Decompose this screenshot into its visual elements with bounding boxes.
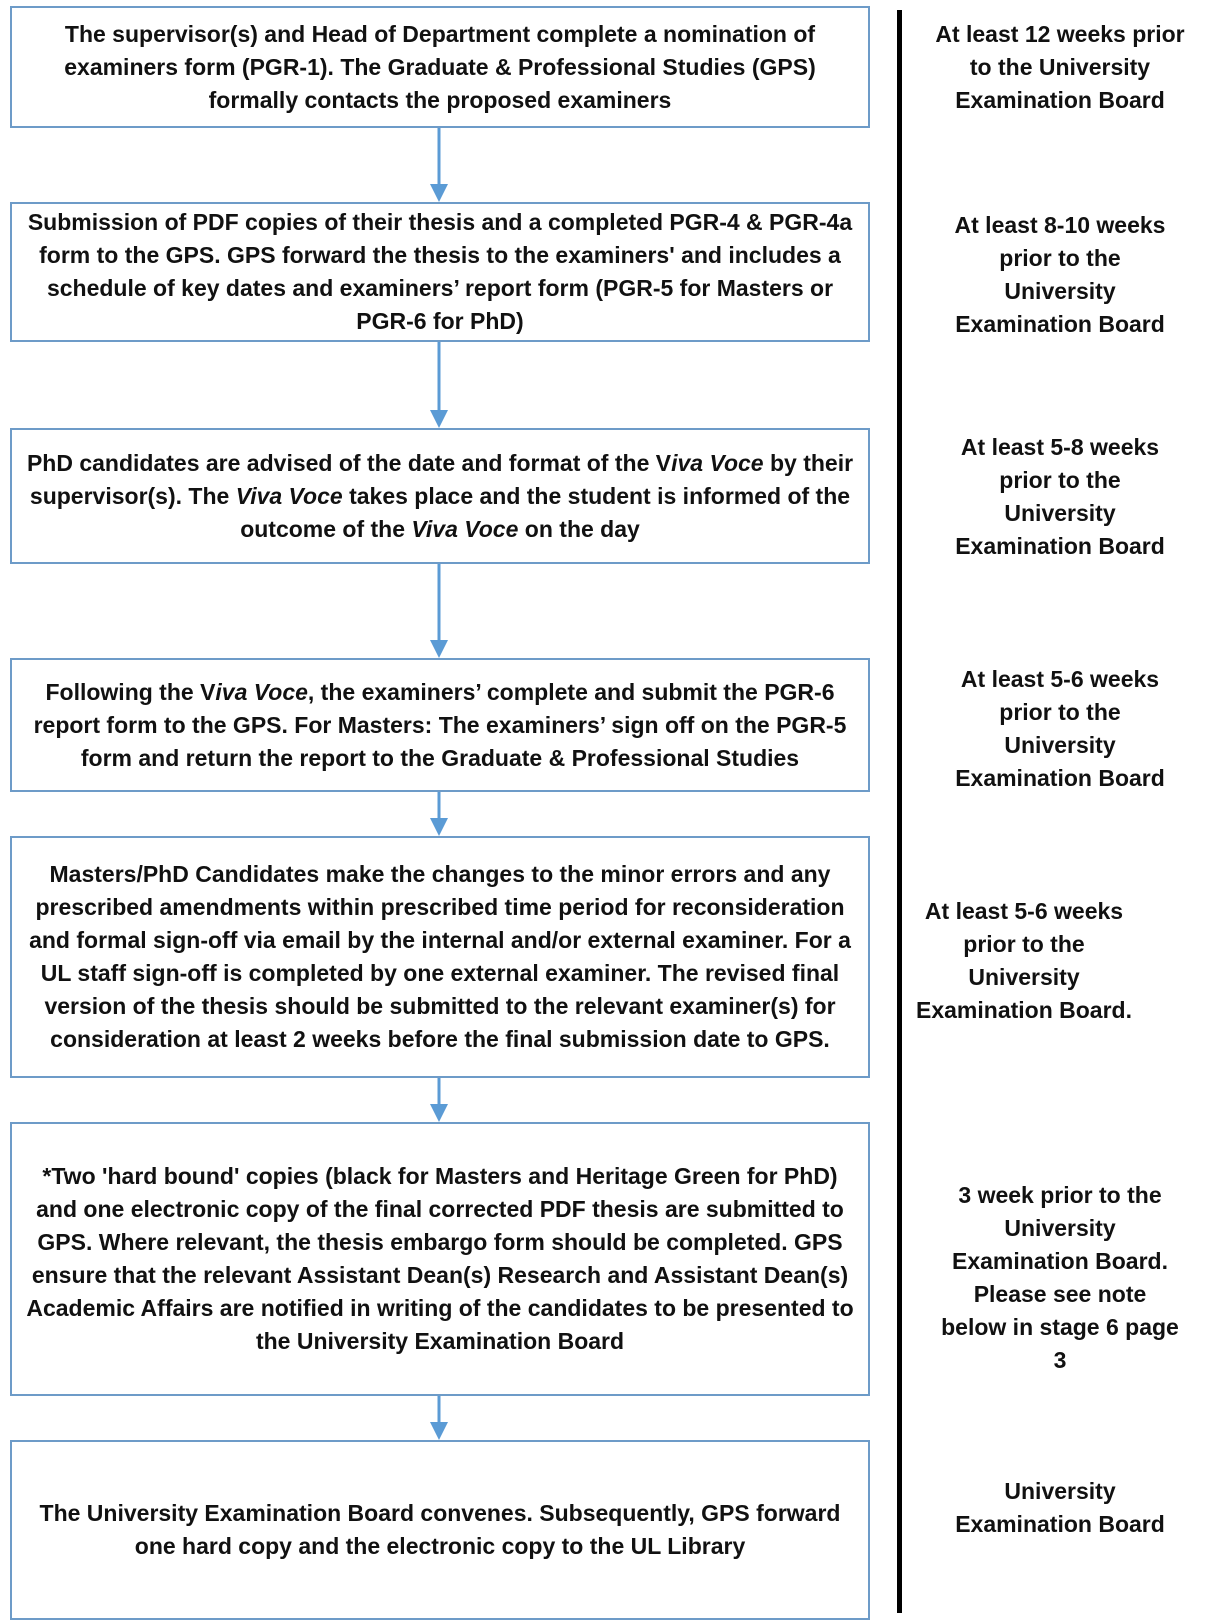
timing-line: At least 8-10 weeks (954, 212, 1166, 238)
timing-line: Please see note (973, 1281, 1147, 1307)
timing-line: prior to the (999, 467, 1121, 493)
arrow-step-5-to-6 (426, 1078, 452, 1122)
arrow-step-3-to-4 (426, 564, 452, 658)
timing-line: to the University (969, 54, 1151, 80)
timing-line: At least 5-8 weeks (960, 434, 1160, 460)
timing-line: prior to the (963, 931, 1085, 957)
timing-6 (922, 1179, 1198, 1377)
timing-line: 3 week prior to the (958, 1182, 1162, 1208)
timing-line: University (968, 964, 1080, 990)
arrow-step-2-to-3 (426, 342, 452, 428)
timing-line: University (1004, 732, 1116, 758)
step-2-box (10, 202, 870, 342)
timing-line: 3 (1053, 1347, 1067, 1373)
timing-line: At least 5-6 weeks (960, 666, 1160, 692)
step-3-text: PhD candidates are advised of the date and format of the Viva Voce by their supervisor(s). The Viva Voce takes place and the student is informed of the outcome of the Viva Voce on the day (26, 449, 854, 542)
timing-5 (886, 895, 1162, 1027)
step-4-box (10, 658, 870, 792)
step-6-box (10, 1122, 870, 1396)
step-7-text: The University Examination Board convenes. Subsequently, GPS forward one hard copy and the electronic copy to the UL Library (39, 1500, 841, 1559)
step-6-text: *Two 'hard bound' copies (black for Masters and Heritage Green for PhD) and one electronic copy of the final corrected PDF thesis are submitted to GPS. Where relevant, the thesis embargo form should be completed. GPS ensure that the relevant Assistant Dean(s) Research and Assistant Dean(s) Academic Affairs are notified in writing of the candidates to be presented to the University Examination Board (26, 1163, 854, 1354)
timing-line: prior to the (999, 245, 1121, 271)
timeline-divider (897, 10, 902, 1613)
timing-3 (922, 431, 1198, 563)
timing-line: University (1004, 500, 1116, 526)
timing-line: Examination Board (955, 87, 1165, 113)
arrow-step-1-to-2 (426, 128, 452, 202)
timing-line: Examination Board (955, 1511, 1165, 1537)
timing-line: University (1004, 1478, 1116, 1504)
timing-line: Examination Board (955, 311, 1165, 337)
step-4-text: Following the Viva Voce, the examiners’ complete and submit the PGR-6 report form to the GPS. For Masters: The examiners’ sign off on the PGR-5 form and return the report to the Graduate & Professional Studies (33, 678, 847, 771)
step-3-box (10, 428, 870, 564)
timing-1 (922, 18, 1198, 117)
timing-line: University (1004, 1215, 1116, 1241)
step-5-box (10, 836, 870, 1078)
timing-7 (922, 1475, 1198, 1541)
step-1-box (10, 6, 870, 128)
step-1-text: The supervisor(s) and Head of Department complete a nomination of examiners form (PGR-1). The Graduate & Professional Studies (GPS) formally contacts the proposed examiners (64, 20, 816, 113)
timing-line: Examination Board. (916, 997, 1132, 1023)
timing-2 (922, 209, 1198, 341)
step-2-text: Submission of PDF copies of their thesis and a completed PGR-4 & PGR-4a form to the GPS. GPS forward the thesis to the examiners' and includes a schedule of key dates and examiners’ report form (PGR-5 for Masters or PGR-6 for PhD) (27, 209, 853, 334)
timing-line: At least 12 weeks prior (935, 21, 1185, 47)
arrow-step-4-to-5 (426, 792, 452, 836)
timing-line: Examination Board (955, 533, 1165, 559)
step-7-box (10, 1440, 870, 1620)
timing-line: below in stage 6 page (941, 1314, 1179, 1340)
timing-4 (922, 663, 1198, 795)
timing-line: University (1004, 278, 1116, 304)
arrow-step-6-to-7 (426, 1396, 452, 1440)
timing-line: At least 5-6 weeks (924, 898, 1124, 924)
timing-line: Examination Board. (952, 1248, 1168, 1274)
timing-line: prior to the (999, 699, 1121, 725)
timing-line: Examination Board (955, 765, 1165, 791)
step-5-text: Masters/PhD Candidates make the changes to the minor errors and any prescribed amendments within prescribed time period for reconsideration and formal sign-off via email by the internal and/or external examiner. For a UL staff sign-off is completed by one external examiner. The revised final version of the thesis should be submitted to the relevant examiner(s) for consideration at least 2 weeks before the final submission date to GPS. (29, 861, 851, 1052)
